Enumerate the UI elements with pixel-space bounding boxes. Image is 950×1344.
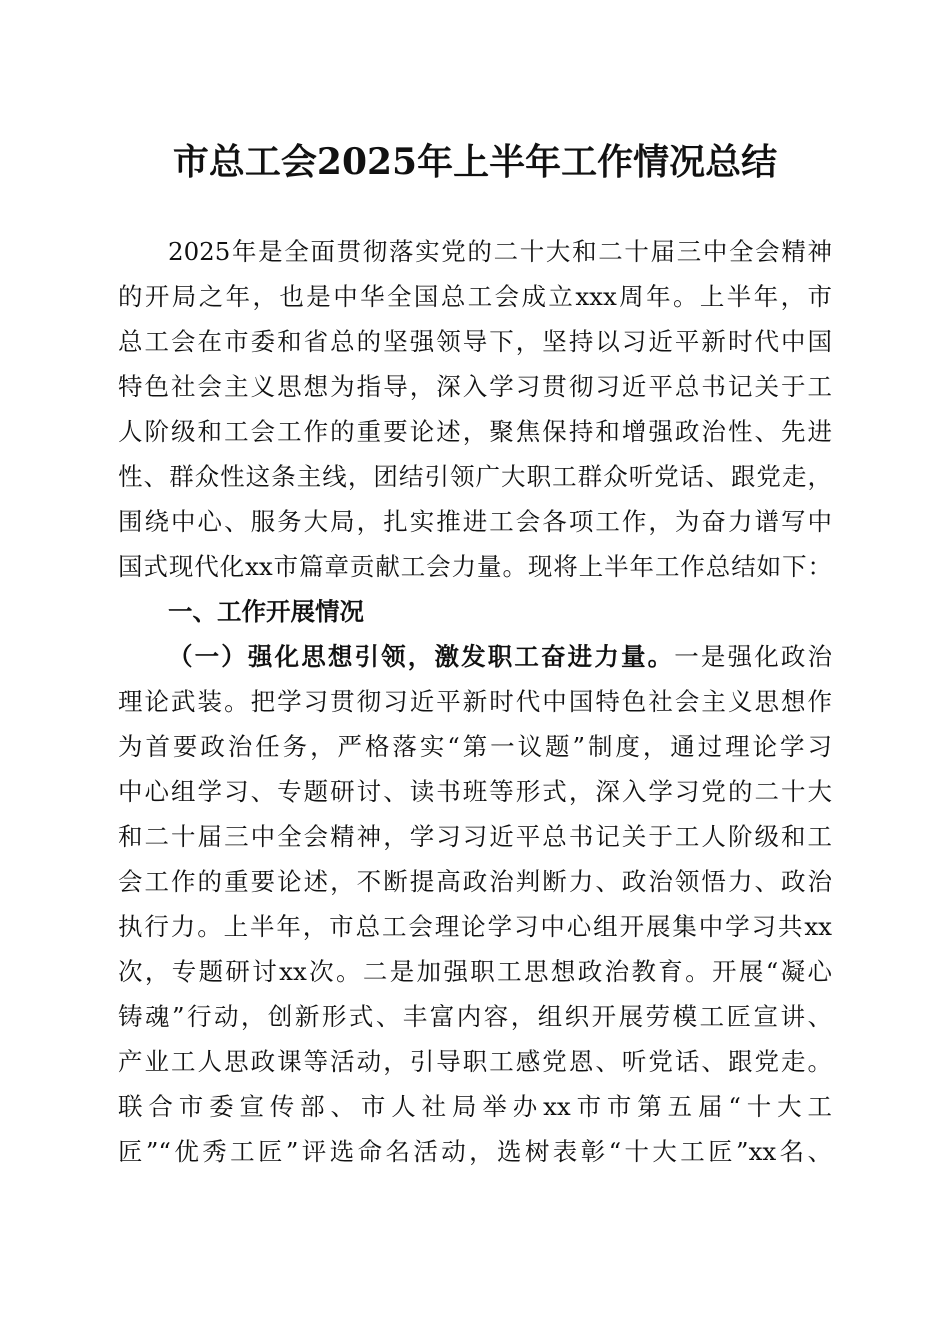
subsection-text: 一是强化政治 [674,642,833,671]
section-heading: 一、工作开展情况 [168,597,364,626]
intro-line: 的开局之年，也是中华全国总工会成立xxx周年。上半年，市 [118,282,832,311]
intro-line: 人阶级和工会工作的重要论述，聚焦保持和增强政治性、先进 [118,417,832,446]
subsection-first-line [168,642,832,672]
body-line: 执行力。上半年，市总工会理论学习中心组开展集中学习共xx [118,912,832,941]
body-line: 铸魂”行动，创新形式、丰富内容，组织开展劳模工匠宣讲、 [118,1002,832,1031]
intro-line: 2025年是全面贯彻落实党的二十大和二十届三中全会精神 [168,237,832,266]
intro-line: 总工会在市委和省总的坚强领导下，坚持以习近平新时代中国 [118,327,832,356]
body-line: 和二十届三中全会精神，学习习近平总书记关于工人阶级和工 [118,822,832,851]
body-line: 联合市委宣传部、市人社局举办xx市市第五届“十大工 [118,1092,832,1121]
body-line: 会工作的重要论述，不断提高政治判断力、政治领悟力、政治 [118,867,832,896]
body-line: 次，专题研讨xx次。二是加强职工思想政治教育。开展“凝心 [118,957,832,986]
intro-line: 国式现代化xx市篇章贡献工会力量。现将上半年工作总结如下： [118,552,832,581]
intro-line: 围绕中心、服务大局，扎实推进工会各项工作，为奋力谱写中 [118,507,832,536]
intro-line: 特色社会主义思想为指导，深入学习贯彻习近平总书记关于工 [118,372,832,401]
intro-line: 性、群众性这条主线，团结引领广大职工群众听党话、跟党走， [118,462,832,491]
body-line: 为首要政治任务，严格落实“第一议题”制度，通过理论学习 [118,732,832,761]
body-line: 匠”“优秀工匠”评选命名活动，选树表彰“十大工匠”xx名、 [118,1137,832,1166]
subsection-heading: （一）强化思想引领，激发职工奋进力量。 [168,642,675,671]
document-title: 市总工会2025年上半年工作情况总结 [172,141,778,183]
body-line: 中心组学习、专题研讨、读书班等形式，深入学习党的二十大 [118,777,832,806]
body-line: 产业工人思政课等活动，引导职工感党恩、听党话、跟党走。 [118,1047,832,1076]
body-line: 理论武装。把学习贯彻习近平新时代中国特色社会主义思想作 [118,687,832,716]
